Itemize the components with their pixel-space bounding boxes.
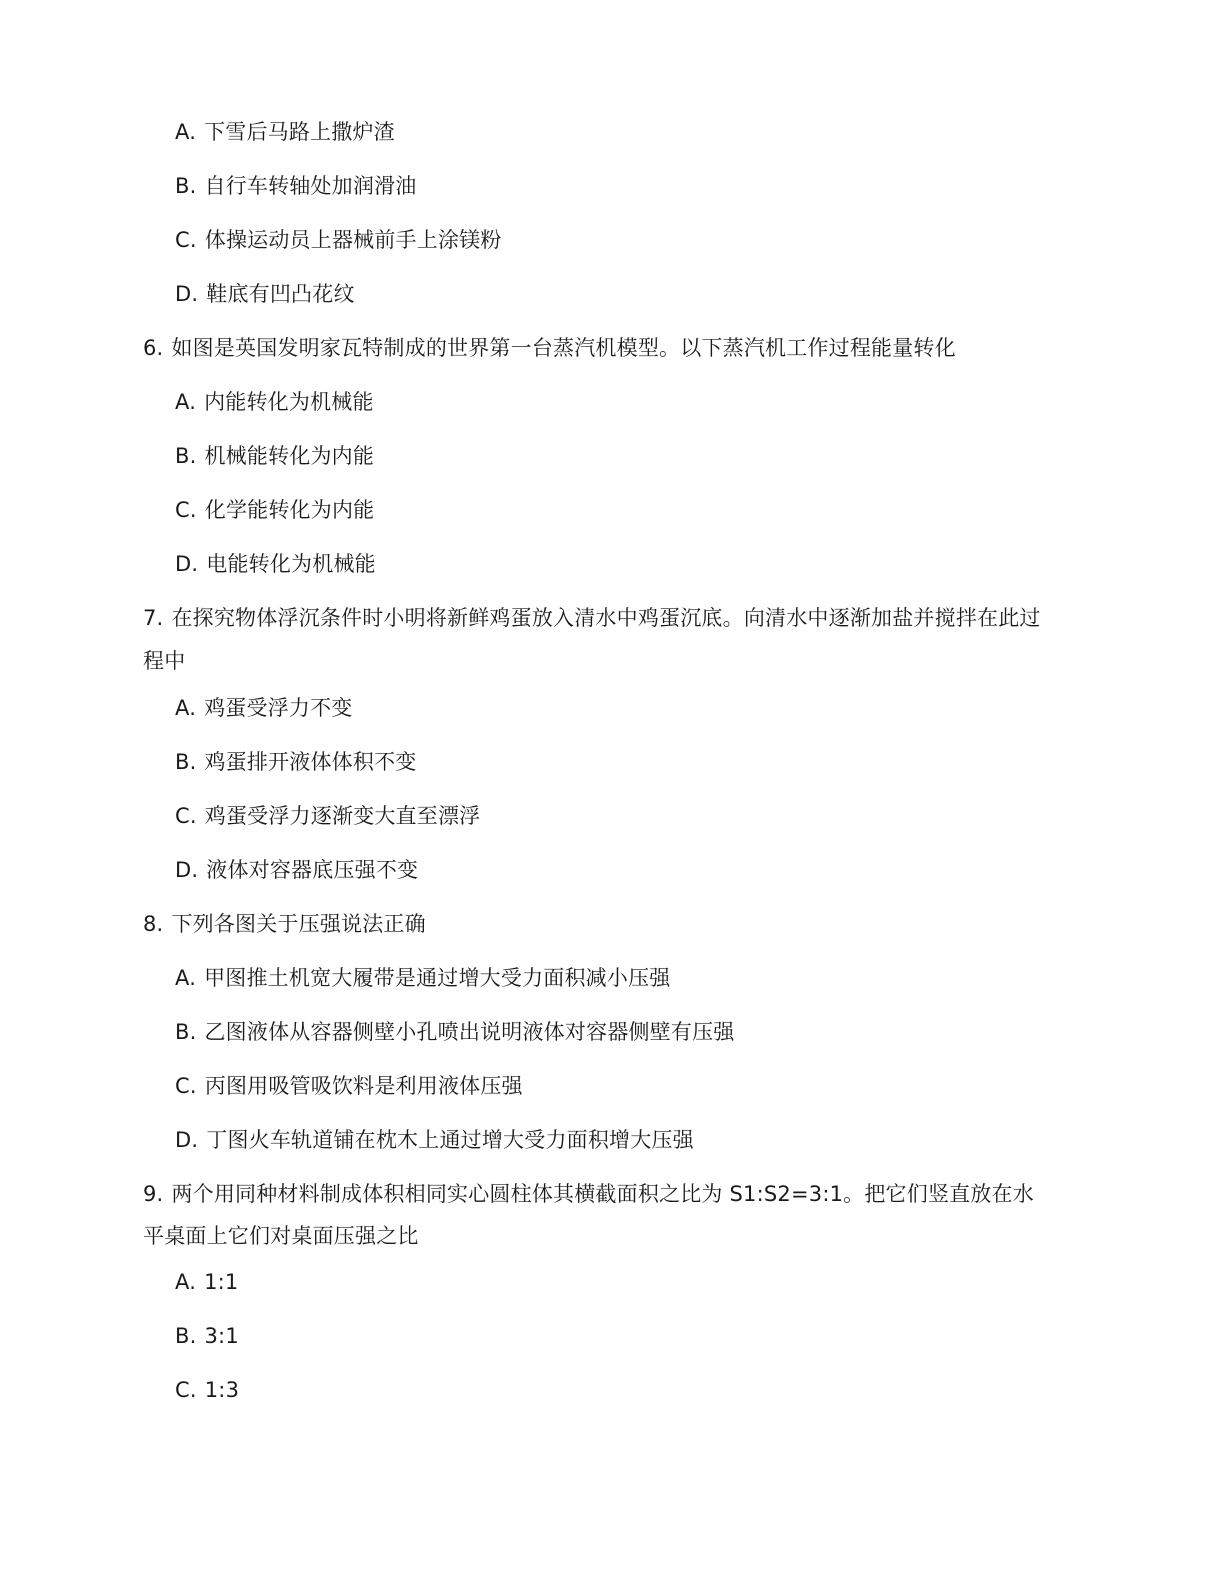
option-label: C.	[175, 228, 197, 252]
option-text: 鸡蛋受浮力逐渐变大直至漂浮	[204, 804, 481, 828]
option-label: D.	[175, 282, 199, 306]
q6-option-a	[175, 388, 374, 416]
q7-stem-continued: 程中	[143, 649, 186, 673]
option-text: 化学能转化为内能	[204, 498, 375, 522]
q8-option-d	[175, 1126, 694, 1154]
option-label: B.	[175, 1324, 197, 1348]
question-text: 在探究物体浮沉条件时小明将新鲜鸡蛋放入清水中鸡蛋沉底。向清水中逐渐加盐并搅拌在此过	[171, 606, 1041, 630]
option-label: B.	[175, 750, 197, 774]
question-text: 两个用同种材料制成体积相同实心圆柱体其横截面积之比为 S1:S2=3:1。把它们竖直放在水	[171, 1182, 1034, 1206]
q6-option-b	[175, 442, 374, 470]
option-label: A.	[175, 1270, 197, 1294]
q9-stem-continued: 平桌面上它们对桌面压强之比	[143, 1224, 419, 1248]
option-text: 体操运动员上器械前手上涂镁粉	[204, 228, 502, 252]
option-text: 1:3	[204, 1378, 240, 1402]
option-text: 电能转化为机械能	[206, 552, 376, 576]
option-label: B.	[175, 444, 197, 468]
option-text: 丁图火车轨道铺在枕木上通过增大受力面积增大压强	[206, 1128, 694, 1152]
q6-option-c	[175, 496, 374, 524]
option-text: 鞋底有凹凸花纹	[206, 282, 355, 306]
option-text: 自行车转轴处加润滑油	[204, 174, 417, 198]
option-label: D.	[175, 1128, 199, 1152]
q5-option-c	[175, 226, 502, 254]
q7-option-b	[175, 748, 416, 776]
q6-stem	[143, 334, 956, 362]
q7-option-d	[175, 856, 418, 884]
option-label: B.	[175, 174, 197, 198]
option-label: C.	[175, 1074, 197, 1098]
option-label: C.	[175, 1378, 197, 1402]
option-text: 乙图液体从容器侧壁小孔喷出说明液体对容器侧壁有压强	[204, 1020, 735, 1044]
q6-option-d	[175, 550, 376, 578]
option-text: 鸡蛋受浮力不变	[204, 696, 353, 720]
q9-stem	[143, 1180, 1034, 1208]
question-text: 如图是英国发明家瓦特制成的世界第一台蒸汽机模型。以下蒸汽机工作过程能量转化	[171, 336, 956, 360]
option-text: 鸡蛋排开液体体积不变	[204, 750, 417, 774]
option-text: 丙图用吸管吸饮料是利用液体压强	[204, 1074, 523, 1098]
option-label: D.	[175, 552, 199, 576]
q9-option-a	[175, 1268, 238, 1296]
q8-stem	[143, 910, 426, 938]
option-text: 下雪后马路上撒炉渣	[204, 120, 395, 144]
option-label: A.	[175, 390, 197, 414]
option-label: C.	[175, 498, 197, 522]
option-label: A.	[175, 696, 197, 720]
option-text: 机械能转化为内能	[204, 444, 375, 468]
q5-option-d	[175, 280, 355, 308]
q8-option-c	[175, 1072, 523, 1100]
q7-option-c	[175, 802, 480, 830]
question-number: 6.	[143, 336, 164, 360]
q9-option-b	[175, 1322, 239, 1350]
option-text: 液体对容器底压强不变	[206, 858, 419, 882]
q5-option-b	[175, 172, 416, 200]
option-label: C.	[175, 804, 197, 828]
q7-stem	[143, 604, 1041, 632]
q5-option-a	[175, 118, 395, 146]
q9-option-c	[175, 1376, 239, 1404]
option-text: 甲图推土机宽大履带是通过增大受力面积减小压强	[204, 966, 671, 990]
option-label: B.	[175, 1020, 197, 1044]
option-text: 内能转化为机械能	[204, 390, 374, 414]
option-label: A.	[175, 966, 197, 990]
option-text: 3:1	[204, 1324, 239, 1348]
option-text: 1:1	[204, 1270, 239, 1294]
q8-option-b	[175, 1018, 734, 1046]
question-number: 8.	[143, 912, 164, 936]
option-label: D.	[175, 858, 199, 882]
q8-option-a	[175, 964, 670, 992]
q7-option-a	[175, 694, 352, 722]
question-number: 7.	[143, 606, 164, 630]
option-label: A.	[175, 120, 197, 144]
question-number: 9.	[143, 1182, 164, 1206]
question-text: 下列各图关于压强说法正确	[171, 912, 426, 936]
